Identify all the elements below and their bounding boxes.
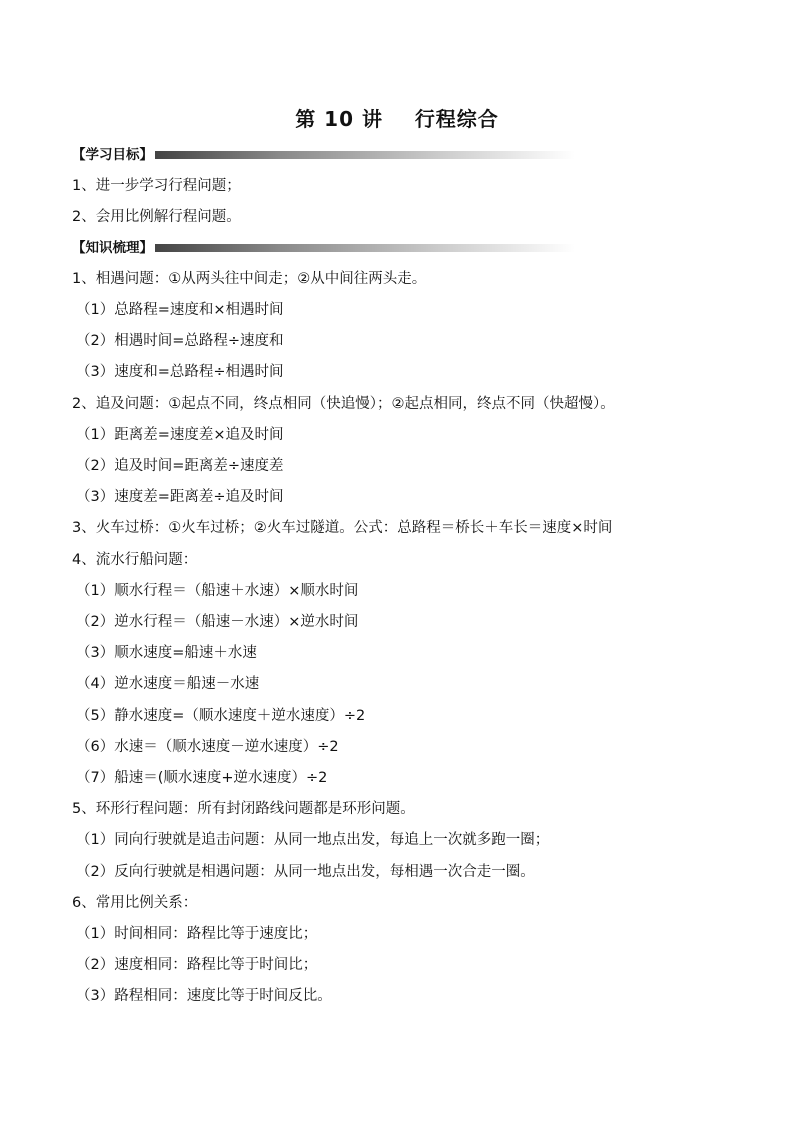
lecture-number: 第 10 讲 <box>295 107 383 131</box>
section-divider-bar <box>155 151 575 159</box>
section-header-goals <box>72 145 575 165</box>
knowledge-formula: （1）顺水行程＝（船速＋水速）×顺水时间 <box>76 583 359 599</box>
knowledge-formula: （2）逆水行程＝（船速－水速）×逆水时间 <box>76 614 359 630</box>
goal-item: 1、进一步学习行程问题； <box>72 178 241 194</box>
knowledge-topic: 5、环形行程问题：所有封闭路线问题都是环形问题。 <box>72 801 415 817</box>
knowledge-formula: （3）速度和=总路程÷相遇时间 <box>76 364 284 380</box>
page-title <box>0 103 794 132</box>
knowledge-formula: （2）反向行驶就是相遇问题：从同一地点出发，每相遇一次合走一圈。 <box>76 864 535 880</box>
knowledge-formula: （3）速度差=距离差÷追及时间 <box>76 489 284 505</box>
knowledge-topic: 6、常用比例关系： <box>72 895 198 911</box>
knowledge-topic: 4、流水行船问题： <box>72 552 198 568</box>
knowledge-formula: （1）总路程=速度和×相遇时间 <box>76 302 284 318</box>
knowledge-topic: 3、火车过桥：①火车过桥；②火车过隧道。公式：总路程＝桥长＋车长＝速度×时间 <box>72 520 613 536</box>
knowledge-formula: （5）静水速度=（顺水速度＋逆水速度）÷2 <box>76 708 366 724</box>
goal-item: 2、会用比例解行程问题。 <box>72 209 241 225</box>
knowledge-formula: （7）船速＝(顺水速度+逆水速度）÷2 <box>76 770 328 786</box>
lecture-topic: 行程综合 <box>414 107 499 131</box>
knowledge-formula: （2）相遇时间=总路程÷速度和 <box>76 333 284 349</box>
section-label-goals: 【学习目标】 <box>72 147 153 163</box>
knowledge-formula: （2）速度相同：路程比等于时间比； <box>76 957 318 973</box>
knowledge-formula: （2）追及时间=距离差÷速度差 <box>76 458 284 474</box>
knowledge-formula: （1）同向行驶就是追击问题：从同一地点出发，每追上一次就多跑一圈； <box>76 832 550 848</box>
knowledge-formula: （3）路程相同：速度比等于时间反比。 <box>76 988 332 1004</box>
knowledge-topic: 1、相遇问题：①从两头往中间走；②从中间往两头走。 <box>72 271 427 287</box>
knowledge-topic: 2、追及问题：①起点不同，终点相同（快追慢）；②起点相同，终点不同（快超慢）。 <box>72 396 615 412</box>
knowledge-formula: （1）距离差=速度差×追及时间 <box>76 427 284 443</box>
knowledge-formula: （4）逆水速度＝船速－水速 <box>76 676 260 692</box>
knowledge-formula: （1）时间相同：路程比等于速度比； <box>76 926 318 942</box>
section-header-knowledge <box>72 238 575 258</box>
knowledge-formula: （3）顺水速度=船速＋水速 <box>76 645 257 661</box>
knowledge-formula: （6）水速＝（顺水速度－逆水速度）÷2 <box>76 739 339 755</box>
section-label-knowledge: 【知识梳理】 <box>72 240 153 256</box>
section-divider-bar <box>155 244 575 252</box>
